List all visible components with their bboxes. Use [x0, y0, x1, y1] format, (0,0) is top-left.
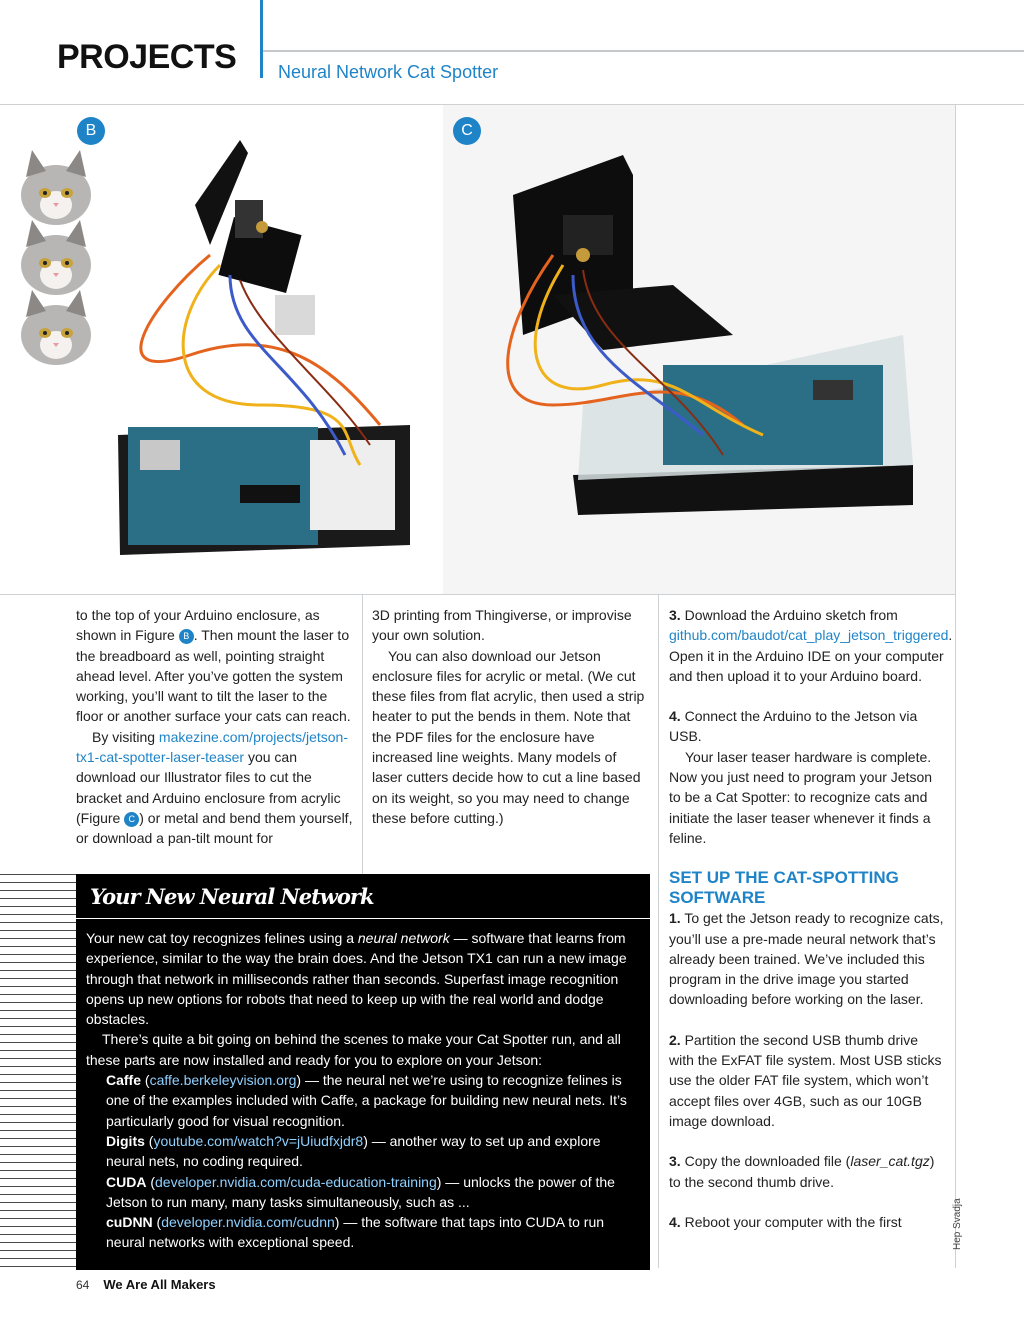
header-accent-line: [260, 0, 263, 78]
decorative-stripes: [0, 874, 76, 1270]
list-item: Digits (youtube.com/watch?v=jUiudfxjdr8) — another way to set up and explore neural nets, no coding required.: [106, 1132, 601, 1170]
article-title: Neural Network Cat Spotter: [278, 62, 499, 82]
step-3: 3. Download the Arduino sketch from github.com/baudot/cat_play_jetson_triggered. Open it in the Arduino IDE on your computer and then upload it to your Arduino board.: [669, 607, 953, 684]
section-heading: SET UP THE CAT-SPOTTING SOFTWARE: [669, 868, 899, 908]
figure-c-ref: C: [124, 812, 139, 827]
cat-face-icon: [21, 290, 91, 365]
column-divider: [658, 595, 659, 1268]
paragraph: There’s quite a bit going on behind the scenes to make your Cat Spotter run, and all these parts are now installed and ready for you to explore on your Jetson:: [86, 1031, 621, 1068]
sidebar-title: Your New Neural Network: [90, 884, 374, 909]
sidebar-body: [86, 928, 634, 1253]
step-4: 4. Connect the Arduino to the Jetson via USB.: [669, 708, 918, 745]
paragraph: Your laser teaser hardware is complete. Now you just need to program your Jetson to be a Cat Spotter: to recognize cats and initiate the laser teaser whenever it finds a feline.: [669, 748, 933, 846]
figure-b-photo: [0, 105, 443, 594]
digits-link[interactable]: youtube.com/watch?v=jUiudfxjdr8: [153, 1132, 364, 1149]
figure-c-photo: [443, 105, 955, 594]
figure-b-ref: B: [179, 629, 194, 644]
list-item: CUDA (developer.nvidia.com/cuda-education-training) — unlocks the power of the Jetson to run many, many tasks simultaneously, such as ...: [106, 1173, 615, 1210]
github-link[interactable]: github.com/baudot/cat_play_jetson_triggered: [669, 627, 949, 644]
cudnn-link[interactable]: developer.nvidia.com/cudnn: [161, 1214, 335, 1231]
paragraph: By visiting makezine.com/projects/jetson-tx1-cat-spotter-laser-teaser you can download our Illustrator files to cut the bracket and Arduino enclosure from acrylic (Figure C ) or metal and bend them yourself, or download a pan-tilt mount for: [76, 728, 353, 847]
header-rule: [263, 50, 1024, 52]
sidebar-box: [76, 874, 650, 1270]
paragraph: You can also download our Jetson enclosure files for acrylic or metal. (We cut these files from flat acrylic, then used a strip heater to put the bends in them. Note that the PDF files for the enclosure have increased line weights. Many models of laser cutters decide how to cut a line based on its weight, so you may need to change these before cutting.): [372, 647, 645, 826]
photo-credit: Hep Svadja: [952, 1198, 963, 1250]
cuda-link[interactable]: developer.nvidia.com/cuda-education-training: [155, 1173, 437, 1190]
page-number: 64: [76, 1278, 90, 1292]
page-footer: [76, 1277, 216, 1292]
setup-step-3: 3. Copy the downloaded file (laser_cat.tgz) to the second thumb drive.: [669, 1153, 935, 1190]
sidebar-rule: [76, 918, 650, 919]
setup-step-1: 1. To get the Jetson ready to recognize cats, you’ll use a pre-made neural network that’s already been trained. We’ve included this program in the drive image you started downloading before working on the laser.: [669, 910, 944, 1008]
cat-face-icon: [21, 220, 91, 295]
column-divider: [362, 595, 363, 874]
list-item: Caffe (caffe.berkeleyvision.org) — the neural net we’re using to recognize felines is one of the examples included with Caffe, a package for building new neural nets. It’s particularly good for visual recognition.: [106, 1072, 627, 1129]
margin-divider: [955, 105, 956, 1268]
list-item: cuDNN (developer.nvidia.com/cudnn) — the software that taps into CUDA to run neural networks with exceptional speed.: [106, 1214, 605, 1251]
photo-divider: [0, 594, 955, 595]
figure-c-label: C: [453, 117, 481, 145]
section-title: PROJECTS: [57, 38, 237, 76]
setup-step-4: 4. Reboot your computer with the first: [669, 1213, 902, 1230]
setup-step-2: 2. Partition the second USB thumb drive with the ExFAT file system. Most USB sticks use the older FAT file system, which won’t accept files over 4GB, such as our 10GB image download.: [669, 1031, 942, 1129]
column-1: [76, 605, 356, 849]
paragraph: Your new cat toy recognizes felines using a neural network — software that learns from experience, similar to the way the brain does. And the Jetson TX1 can run a new image through that network in milliseconds rather than seconds. Superfast image recognition opens up new options for robots that need to keep up with the real world and dodge obstacles.: [86, 930, 627, 1028]
cat-face-icon: [21, 150, 91, 225]
figure-b-label: B: [77, 117, 105, 145]
column-3: [669, 605, 953, 1232]
column-2: [372, 605, 647, 828]
footer-tagline: We Are All Makers: [103, 1277, 216, 1292]
paragraph: 3D printing from Thingiverse, or improvise your own solution.: [372, 607, 632, 644]
makezine-link[interactable]: makezine.com/projects/jetson-tx1-cat-spotter-laser-teaser: [76, 728, 348, 766]
caffe-link[interactable]: caffe.berkeleyvision.org: [149, 1072, 297, 1089]
paragraph: to the top of your Arduino enclosure, as shown in Figure B . Then mount the laser to the breadboard as well, pointing straight ahead level. After you’ve gotten the system working, you’ll want to tilt the laser to the floor or another surface your cats can reach.: [76, 607, 351, 725]
